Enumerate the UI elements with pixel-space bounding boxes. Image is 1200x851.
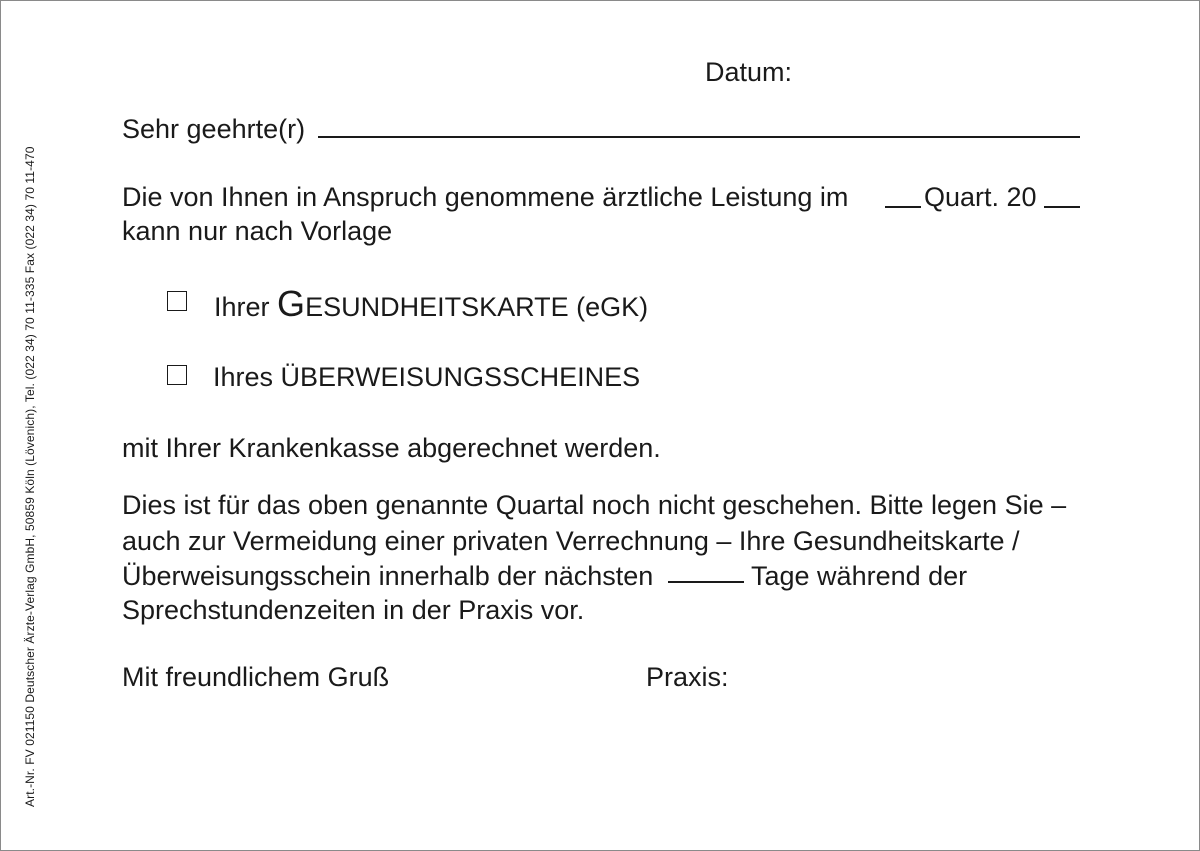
billing-line: mit Ihrer Krankenkasse abgerechnet werden. xyxy=(122,433,661,463)
days-count-line[interactable] xyxy=(668,581,744,583)
gesundheitskarte-label xyxy=(214,283,649,324)
ueberweisungsschein-label: Ihres ÜBERWEISUNGSSCHEINES xyxy=(213,362,641,392)
intro-line-1: Die von Ihnen in Anspruch genommene ärztliche Leistung im xyxy=(122,182,849,212)
closing-greeting: Mit freundlichem Gruß xyxy=(122,662,390,692)
publisher-imprint: Art.-Nr. FV 021150 Deutscher Ärzte-Verlag GmbH, 50859 Köln (Lövenich), Tel. (022 34) 70 11-335 Fax (022 34) 70 11-470 xyxy=(23,146,37,807)
gesundheitskarte-prefix: Ihrer xyxy=(214,292,270,322)
quarter-number-line[interactable] xyxy=(885,206,921,208)
intro-line-2: kann nur nach Vorlage xyxy=(122,216,393,246)
gesundheitskarte-checkbox[interactable] xyxy=(167,291,187,311)
datum-label: Datum: xyxy=(705,57,793,87)
praxis-label: Praxis: xyxy=(646,662,729,692)
paragraph-line-4: Sprechstundenzeiten in der Praxis vor. xyxy=(122,595,585,625)
ueberweisungsschein-checkbox[interactable] xyxy=(167,365,187,385)
salutation-label: Sehr geehrte(r) xyxy=(122,114,306,144)
gesundheitskarte-rest: ESUNDHEITSKARTE (eGK) xyxy=(305,292,649,322)
quarter-year-label: Quart. 20 xyxy=(924,182,1037,212)
paragraph-line-3-end: Tage während der xyxy=(751,561,968,591)
paragraph-line-2: auch zur Vermeidung einer privaten Verrechnung – Ihre Gesundheitskarte / xyxy=(122,526,1020,556)
year-suffix-line[interactable] xyxy=(1044,206,1080,208)
recipient-name-line[interactable] xyxy=(318,136,1080,138)
gesundheitskarte-initial: G xyxy=(277,283,306,324)
paragraph-line-1: Dies ist für das oben genannte Quartal noch nicht geschehen. Bitte legen Sie – xyxy=(122,490,1067,520)
paragraph-line-3: Überweisungsschein innerhalb der nächsten xyxy=(122,561,654,591)
